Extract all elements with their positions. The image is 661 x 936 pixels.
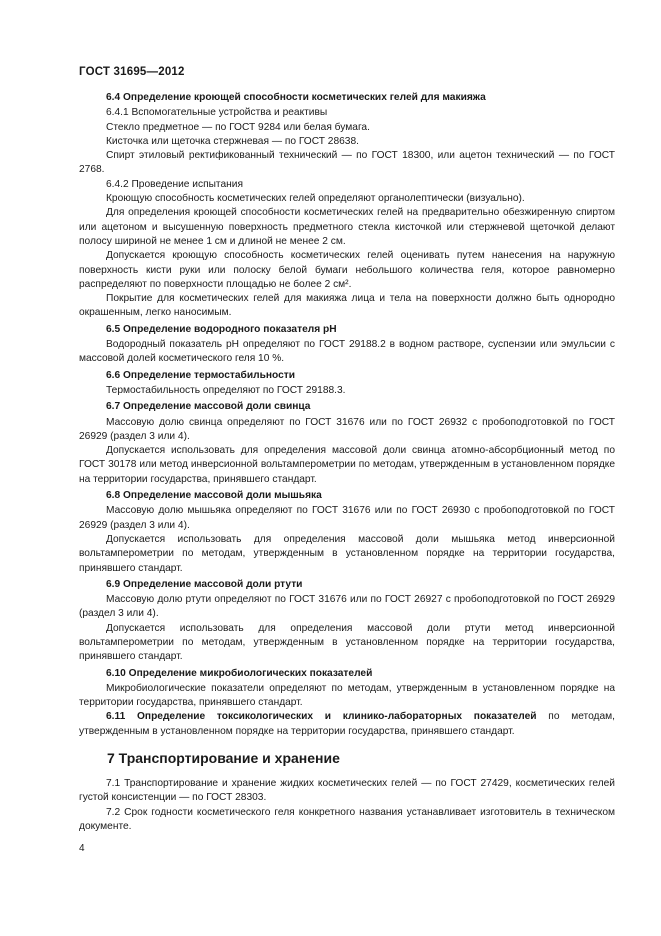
section-6-7-heading: 6.7 Определение массовой доли свинца bbox=[106, 401, 311, 413]
page-number: 4 bbox=[79, 843, 85, 854]
section-6-5-heading: 6.5 Определение водородного показателя pH bbox=[106, 323, 337, 335]
section-6-9-heading: 6.9 Определение массовой доли ртути bbox=[106, 578, 303, 590]
paragraph: Допускается кроющую способность косметических гелей оценивать путем нанесения на наружную поверхность кисти руки или полоску белой бумаги небольшого количества геля, которое равномерно распределяют по поверхности площадью не более 2 см². bbox=[79, 250, 615, 290]
section-6-11-heading: 6.11 Определение токсикологических и клинико-лабораторных показателей bbox=[106, 711, 537, 723]
paragraph: Массовую долю свинца определяют по ГОСТ 31676 или по ГОСТ 26932 с пробоподготовкой по ГОСТ 26929 (раздел 3 или 4). bbox=[79, 416, 615, 442]
paragraph: 7.2 Срок годности косметического геля конкретного названия устанавливает изготовитель в техническом документе. bbox=[79, 806, 615, 832]
section-6-11-text: по методам, утвержденным в установленном порядке на территории государства, принявшего стандарт. bbox=[79, 711, 615, 737]
paragraph: 7.1 Транспортирование и хранение жидких косметических гелей — по ГОСТ 27429, косметических гелей густой консистенции — по ГОСТ 28303. bbox=[79, 778, 615, 804]
paragraph: 6.4.1 Вспомогательные устройства и реактивы bbox=[106, 107, 328, 119]
section-6-11-paragraph bbox=[79, 710, 615, 739]
section-6-6-heading: 6.6 Определение термостабильности bbox=[106, 369, 296, 381]
paragraph: Кроющую способность косметических гелей определяют органолептически (визуально). bbox=[106, 193, 525, 205]
paragraph: Массовую долю ртути определяют по ГОСТ 31676 или по ГОСТ 26927 с пробоподготовкой по ГОСТ 26929 (раздел 3 или 4). bbox=[79, 594, 615, 620]
paragraph: Покрытие для косметических гелей для макияжа лица и тела на поверхности должно быть однородно окрашенным, легко наносимым. bbox=[79, 293, 615, 319]
paragraph: Допускается использовать для определения массовой доли мышьяка метод инверсионной вольтамперометрии по методам, утвержденным в установленном порядке на территории государства, принявшего стандарт. bbox=[79, 533, 615, 574]
paragraph: Допускается использовать для определения массовой доли свинца атомно-абсорбционный метод по ГОСТ 30178 или метод инверсионной вольтамперометрии по методам, утвержденным в установленном порядке на территории государства, принявшего стандарт. bbox=[79, 445, 615, 485]
paragraph: 6.4.2 Проведение испытания bbox=[106, 178, 243, 190]
section-6-4-heading: 6.4 Определение кроющей способности косметических гелей для макияжа bbox=[106, 92, 486, 103]
paragraph: Водородный показатель pH определяют по ГОСТ 29188.2 в водном растворе, суспензии или эмульсии с массовой долей косметического геля 10 %. bbox=[79, 339, 615, 365]
section-6-8-heading: 6.8 Определение массовой доли мышьяка bbox=[106, 490, 322, 502]
section-6-10-heading: 6.10 Определение микробиологических показателей bbox=[106, 667, 373, 679]
section-7-heading: 7 Транспортирование и хранение bbox=[107, 750, 340, 767]
paragraph: Стекло предметное — по ГОСТ 9284 или белая бумага. bbox=[106, 121, 370, 133]
paragraph: Термостабильность определяют по ГОСТ 29188.3. bbox=[106, 384, 346, 396]
document-header: ГОСТ 31695—2012 bbox=[79, 66, 185, 78]
paragraph: Микробиологические показатели определяют по методам, утвержденным в установленном порядке на территории государства, принявшего стандарт. bbox=[79, 682, 615, 709]
paragraph: Для определения кроющей способности косметических гелей на предварительно обезжиренную спиртом или ацетоном и высушенную поверхность предметного стекла кисточкой или стержневой щеточкой делают полосу шириной не менее 1 см и длиной не менее 2 см. bbox=[79, 207, 615, 247]
paragraph: Массовую долю мышьяка определяют по ГОСТ 31676 или по ГОСТ 26930 с пробоподготовкой по ГОСТ 26929 (раздел 3 или 4). bbox=[79, 505, 615, 531]
document-body bbox=[79, 91, 615, 834]
paragraph: Кисточка или щеточка стержневая — по ГОСТ 28638. bbox=[106, 135, 359, 147]
paragraph: Допускается использовать для определения массовой доли ртути метод инверсионной вольтамперометрии по методам, утвержденным в установленном порядке на территории государства, принявшего стандарт. bbox=[79, 622, 615, 663]
paragraph: Спирт этиловый ректификованный технический — по ГОСТ 18300, или ацетон технический — по ГОСТ 2768. bbox=[79, 150, 615, 176]
